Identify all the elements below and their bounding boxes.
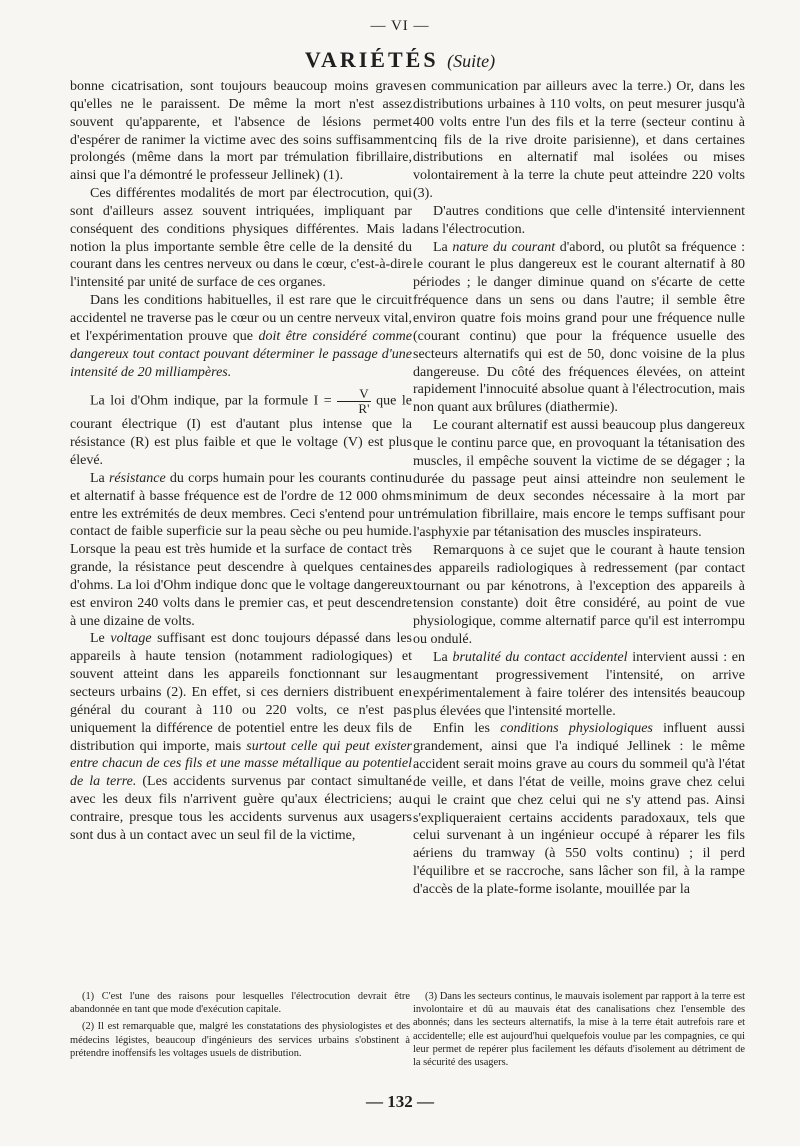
paragraph: [70, 630, 412, 844]
paragraph: Ces différentes modalités de mort par électrocution, qui sont d'ailleurs assez souvent intriquées, impliquant par conséquent des conditions physiques différentes. Mais la notion la plus importante semble être celle de la densité du courant dans les centres nerveux ou dans le cœur, c'est-à-dire l'intensité par unité de surface de ces organes.: [70, 186, 412, 291]
paragraph: D'autres conditions que celle d'intensité interviennent dans l'électrocution.: [413, 203, 745, 237]
left-column: [70, 78, 412, 978]
paragraph: en communication par ailleurs avec la terre.) Or, dans les distributions urbaines à 110 volts, on peut mesurer jusqu'à 400 volts entre l'un des fils et la terre (secteur continu à cinq fils de la rive droite parisienne), et dans certaines distributions en alternatif mal isolées ou mises volontairement à la terre la chute peut atteindre 220 volts (3).: [413, 79, 745, 202]
text-run: Dans les conditions habituelles, il est rare que le circuit accidentel ne traverse pas le cœur ou un centre nerveux vital, et l'expérimentation prouve que: [70, 293, 412, 344]
emphasis: voltage: [110, 631, 152, 647]
text-run: du corps humain pour les courants continu et alternatif à basse fréquence est de l'ordre de 12 000 ohms entre les extrémités de deux membres. Ceci s'entend pour un contact de faible superficie sur la peau sèche ou peu humide. Lorsque la peau est très humide et la surface de contact très grande, la résistance peut descendre à quelques centaines d'ohms. La loi d'Ohm indique donc que le voltage dangereux est environ 240 volts dans le premier cas, et peut descendre à une dizaine de volts.: [70, 470, 412, 629]
footnotes-right: [413, 990, 745, 1073]
paragraph: [413, 239, 745, 417]
emphasis: conditions physiologiques: [500, 721, 653, 737]
footnotes-left: [70, 990, 410, 1064]
text-run: La: [90, 470, 109, 486]
emphasis: résistance: [108, 470, 166, 486]
page-number: — 132 —: [366, 1092, 434, 1111]
text-run: que le courant électrique (I) est d'autant plus intense que la résistance (R) est plus faible et que le voltage (V) est plus élevé.: [70, 394, 412, 469]
paragraph: [70, 292, 412, 381]
emphasis: surtout celle qui peut exister entre chacun de ces fils et une masse métallique au potentiel de la terre.: [70, 738, 412, 790]
paragraph: [70, 470, 412, 631]
paragraph: Remarquons à ce sujet que le courant à haute tension des appareils radiologiques à redressement (par contact tournant ou par kénotrons, à l'exception des appareils à tension constante) doit être considéré, au point de vue physiologique, comme alternatif parce qu'il est interrompu ou ondulé.: [413, 542, 745, 648]
right-column: [413, 78, 745, 978]
paragraph: [413, 720, 745, 898]
footnote-3: (3) Dans les secteurs continus, le mauvais isolement par rapport à la terre est involontaire et dû au mauvais état des canalisations chez l'ensemble des abonnés; dans les secteurs alternatifs, la mise à la terre était autrefois rare et accidentelle; elle est aujourd'hui quelquefois voulue par les compagnies, ce qui leur permet de repérer plus facilement les défauts d'isolement au détriment de la sécurité des usagers.: [413, 991, 745, 1069]
text-run: La: [433, 650, 453, 665]
emphasis: doit être considéré comme dangereux tout contact pouvant déterminer le passage d'une intensité de 20 milliampères.: [70, 328, 412, 380]
page-title: [0, 47, 800, 73]
emphasis: brutalité du contact accidentel: [452, 650, 628, 665]
paragraph: [413, 649, 745, 720]
section-title: VARIÉTÉS: [304, 47, 439, 72]
footnote-1: (1) C'est l'une des raisons pour lesquelles l'électrocution devrait être abandonnée en tant que mode d'exécution capitale.: [70, 991, 410, 1016]
text-run: intervient aussi : en augmentant progressivement l'intensité, on arrive expérimentalement à faire tolérer des intensités beaucoup plus élevées que l'intensité mortelle.: [413, 650, 745, 719]
text-run: La: [433, 239, 453, 255]
text-run: suffisant est donc toujours dépassé dans les appareils à haute tension (notamment radiologiques) et souvent atteint dans les appareils fonctionnant sur les secteurs urbains (2). En effet, si ces derniers distribuent en général du courant à 110 ou 220 volts, ce n'est pas uniquement la différence de potentiel entre les deux fils de distribution qui importe, mais: [70, 631, 412, 754]
fraction-denominator: R': [358, 401, 370, 417]
text-run: (Les accidents survenus par contact simultané avec les deux fils n'arrivent guère qu'aux électriciens; au contraire, presque tous les accidents survenus aux usagers sont dus à un contact avec un seul fil de la victime,: [70, 774, 412, 843]
text-run: d'abord, ou plutôt sa fréquence : le courant le plus dangereux est le courant alternatif à 80 périodes ; le danger diminue quand on s'écarte de cette fréquence dans un sens ou dans l'autre; il semble être environ quatre fois moins grand pour une fréquence nulle (courant continu) que pour la fréquence usuelle des secteurs alternatifs qui est de 50, donc voisine de la plus dangereuse. Du côté des fréquences élevées, on atteint rapidement l'innocuité absolue quant à l'électrocution, mais non quant aux brûlures (diathermie).: [413, 239, 745, 416]
paragraph-ohm: [70, 387, 412, 470]
text-run: Enfin les: [433, 721, 501, 737]
text-run: influent aussi grandement, ainsi que l'a indiqué Jellinek : le même accident serait moins grave au cours du sommeil qu'à l'état de veille, et dans l'état de veille, moins grave chez celui qui le craint que chez celui qui ne s'y attend pas. Ainsi s'expliqueraient certains accidents paradoxaux, tels que celui survenant à un ingénieur occupé à réparer les fils aériens du tramway (à 550 volts continu) ; il perd l'équilibre et se raccroche, sans lâcher son fil, à la rampe d'accès de la plate-forme isolante, mouillée par la: [413, 721, 745, 897]
paragraph: bonne cicatrisation, sont toujours beaucoup moins graves qu'elles ne le paraissent. De même la mort n'est assez souvent qu'apparente, et l'absence de lésions permet d'espérer de ranimer la victime avec des soins suffisamment prolongés (même dans la mort par trémulation fibrillaire, ainsi que l'a démontré le professeur Jellinek) (1).: [70, 79, 412, 184]
fraction-numerator: V: [337, 387, 370, 402]
text-run: Le: [90, 631, 111, 647]
emphasis: nature du courant: [452, 239, 556, 255]
footnote-2: (2) Il est remarquable que, malgré les constatations des physiologistes et des médecins légistes, beaucoup d'ingénieurs des services urbains s'obstinent à prétendre inoffensifs les voltages usuels de distribution.: [70, 1021, 410, 1059]
section-subtitle: (Suite): [447, 51, 496, 71]
page-roman-numeral: — VI —: [370, 18, 430, 34]
text-run: La loi d'Ohm indique, par la formule I =: [90, 394, 338, 410]
paragraph: Le courant alternatif est aussi beaucoup plus dangereux que le continu parce que, en provoquant la tétanisation des muscles, il empêche souvent la victime de se dégager ; la durée du passage peut ainsi atteindre non seulement le minimum de deux secondes nécessaire à la mort par trémulation fibrillaire, mais encore le temps suffisant pour l'asphyxie par tétanisation des muscles inspirateurs.: [413, 418, 745, 541]
ohm-fraction: [337, 387, 370, 416]
